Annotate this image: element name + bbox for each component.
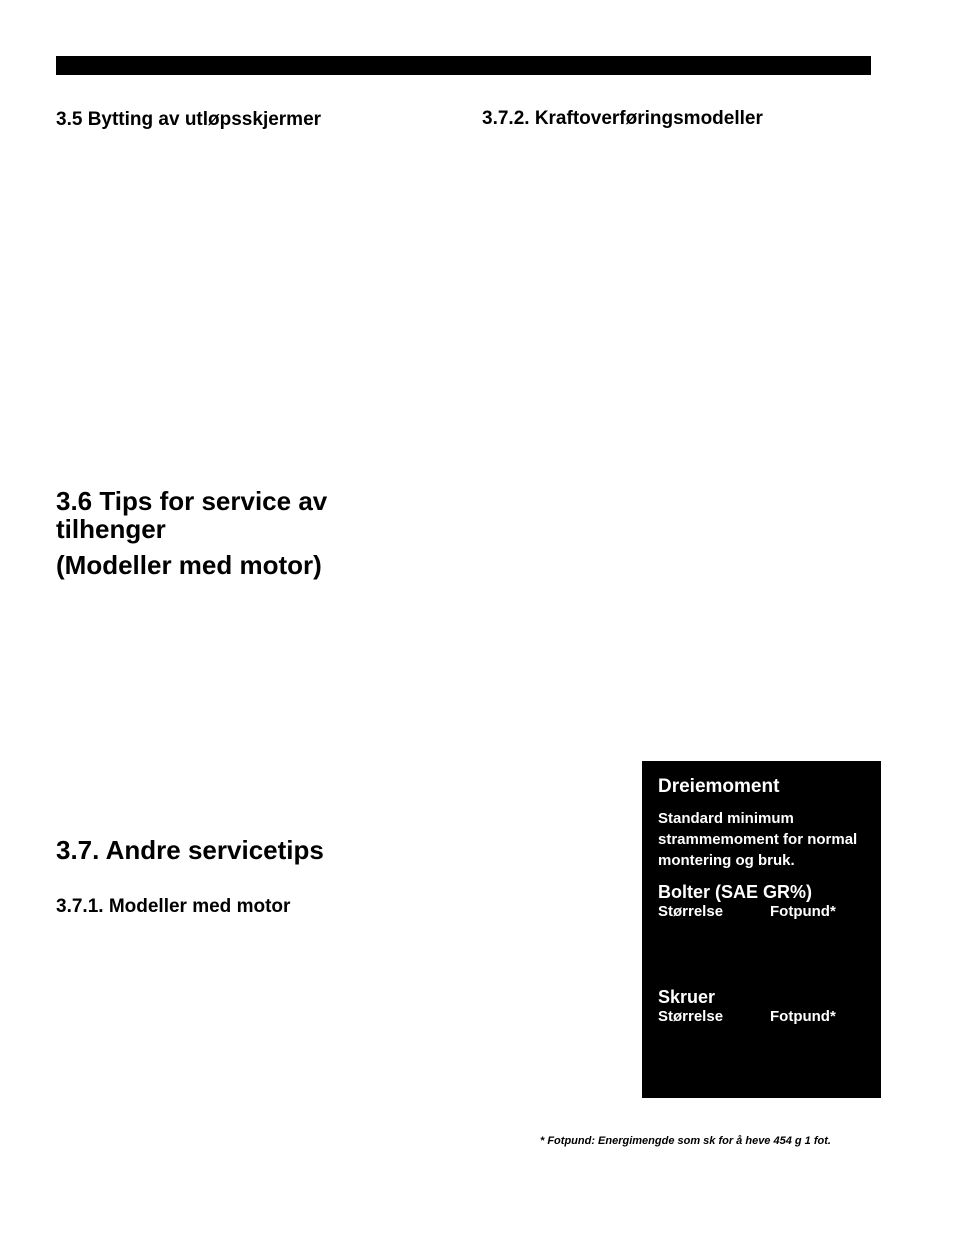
screws-footpound-column: Fotpund* [770, 1008, 836, 1025]
footnote: * Fotpund: Energimengde som sk for å heve 454 g 1 fot. [540, 1135, 831, 1147]
section-heading-3-7-2: 3.7.2. Kraftoverføringsmodeller [482, 108, 763, 129]
torque-info-box [642, 761, 881, 1098]
torque-box-title: Dreiemoment [658, 776, 780, 797]
section-heading-3-7: 3.7. Andre servicetips [56, 835, 324, 865]
section-heading-3-6-subtitle: (Modeller med motor) [56, 550, 322, 580]
section-heading-3-6-title: 3.6 Tips for service av tilhenger [56, 486, 328, 544]
section-heading-3-5: 3.5 Bytting av utløpsskjermer [56, 109, 322, 130]
bolts-size-column: Størrelse [658, 903, 724, 920]
section-heading-3-7-1: 3.7.1. Modeller med motor [56, 896, 291, 917]
header-rule [56, 56, 871, 75]
torque-box-description: Standard minimum strammemoment for normal montering og bruk. [658, 810, 858, 869]
bolts-heading: Bolter (SAE GR%) [658, 882, 813, 902]
screws-heading: Skruer [658, 987, 716, 1007]
bolts-footpound-column: Fotpund* [770, 903, 836, 920]
section-heading-3-6 [56, 487, 436, 579]
screws-size-column: Størrelse [658, 1008, 724, 1025]
